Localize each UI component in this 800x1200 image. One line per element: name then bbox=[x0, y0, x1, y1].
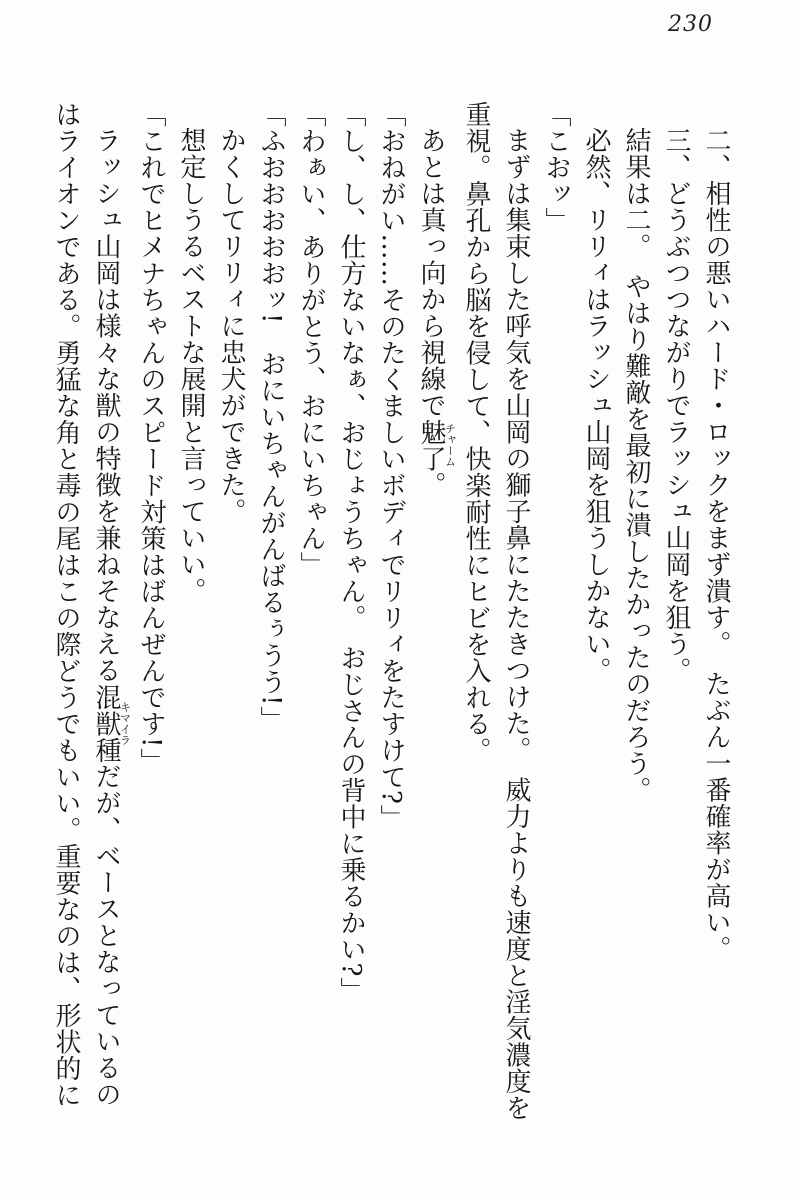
text-line: 結果は二。 やはり難敵を最初に潰したかったのだろう。 bbox=[621, 127, 651, 803]
text-line: 「わぁい、ありがとう、おにいちゃん」 bbox=[296, 101, 326, 578]
text-line: 必然、リリィはラッシュ山岡を狙うしかない。 bbox=[581, 127, 611, 684]
text-line: 「し、し、仕方ないなぁ、おじょうちゃん。 おじさんの背中に乗るかい?」 bbox=[336, 101, 366, 1004]
text-line: 「これでヒメナちゃんのスピード対策はばんぜんです!」 bbox=[136, 101, 166, 775]
text-line: あとは真っ向から視線で魅了チャーム。 bbox=[416, 127, 457, 498]
text-line: 「ふおおおおおッ! おにいちゃんがんばるぅうう!」 bbox=[256, 101, 286, 733]
text-line: 想定しうるベストな展開と言っていい。 bbox=[176, 127, 206, 604]
ruby-text: チャーム bbox=[443, 418, 457, 472]
text-block bbox=[46, 101, 736, 1149]
page-number: 230 bbox=[668, 12, 713, 37]
text-line: まずは集束した呼気を山岡の獅子鼻にたたきつけた。 威力よりも速度と淫気濃度を bbox=[501, 127, 531, 1121]
text-line: ラッシュ山岡は様々な獣の特徴を兼ねそなえる混獣種キマイラだが、ベースとなっているの bbox=[91, 127, 132, 1108]
text-line: 二、相性の悪いハード・ロックをまず潰す。 たぶん一番確率が高い。 bbox=[701, 127, 731, 962]
text-line: 「こおッ」 bbox=[541, 101, 571, 234]
text-line: 三、どうぶつつながりでラッシュ山岡を狙う。 bbox=[661, 127, 691, 684]
ruby-annotated-word: 混獣種キマイラ bbox=[91, 683, 132, 763]
text-line: 重視。鼻孔から脳を侵して、快楽耐性にヒビを入れる。 bbox=[461, 101, 491, 764]
text-line: はライオンである。勇猛な角と毒の尾はこの際どうでもいい。重要なのは、形状的に bbox=[51, 101, 81, 1108]
ruby-annotated-word: 魅了チャーム bbox=[416, 418, 457, 472]
text-line: かくしてリリィに忠犬ができた。 bbox=[216, 127, 246, 525]
ruby-text: キマイラ bbox=[118, 683, 132, 763]
text-line: 「おねがい……そのたくましいボディでリリィをたすけて?」 bbox=[376, 101, 406, 831]
